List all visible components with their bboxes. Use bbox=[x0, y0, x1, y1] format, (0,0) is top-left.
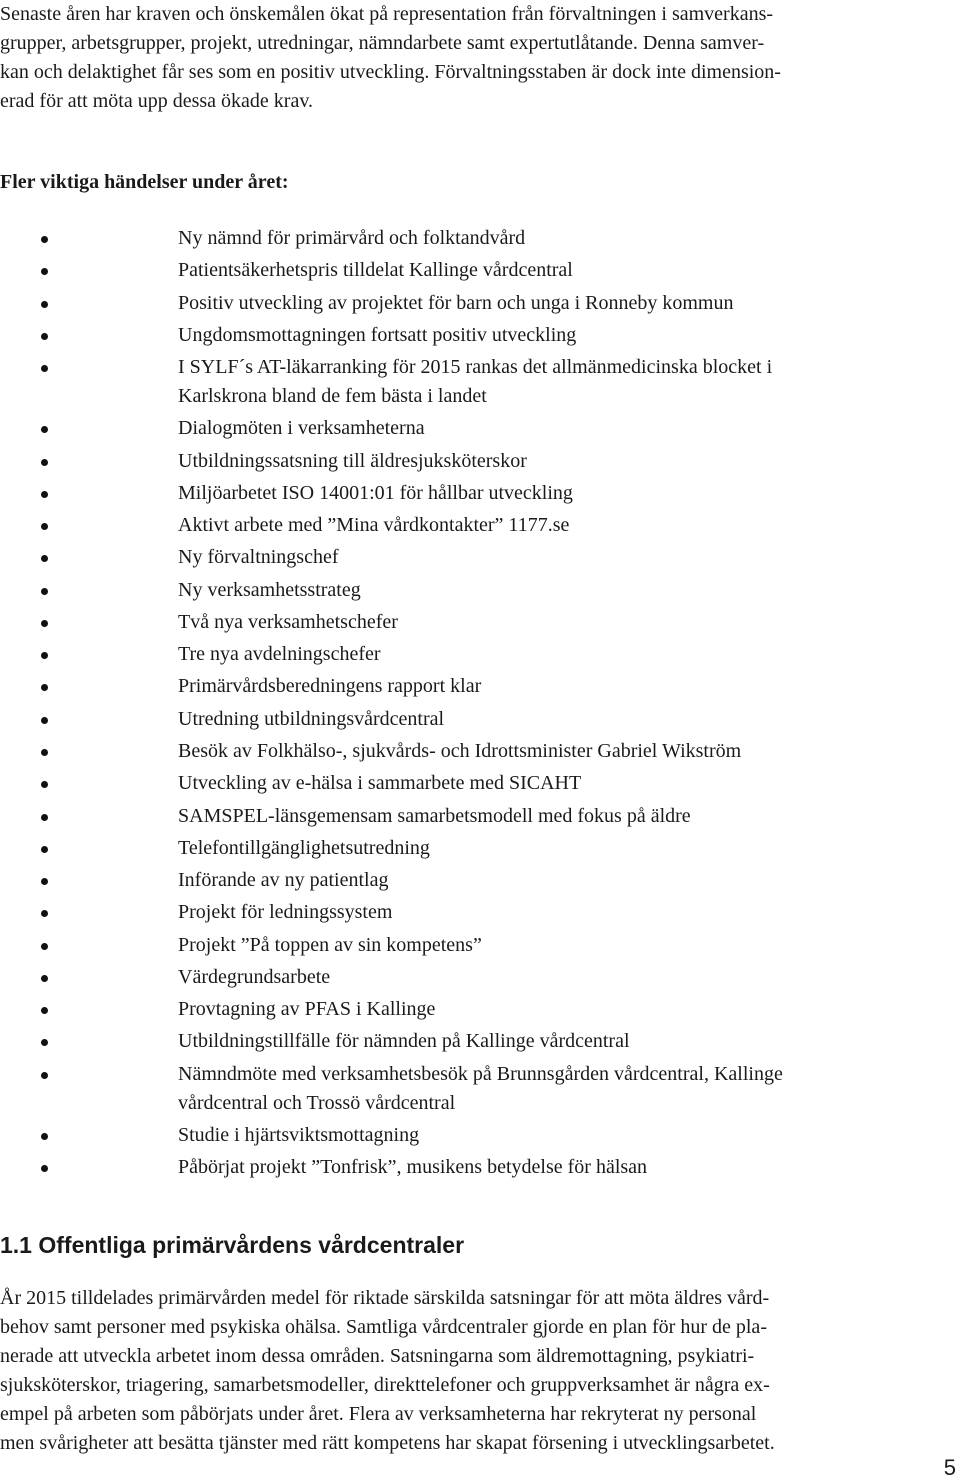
list-item-line: Utveckling av e-hälsa i sammarbete med SICAHT bbox=[178, 772, 582, 795]
list-item-text bbox=[178, 511, 960, 540]
list-item bbox=[0, 802, 960, 831]
bullet-icon bbox=[41, 943, 48, 950]
bullet-icon bbox=[41, 1072, 48, 1079]
list-item-text bbox=[178, 995, 960, 1024]
list-item bbox=[0, 640, 960, 669]
bullet-icon bbox=[41, 684, 48, 691]
list-item-text bbox=[178, 479, 960, 508]
list-item-line: Studie i hjärtsviktsmottagning bbox=[178, 1123, 420, 1146]
list-item-line: Nämndmöte med verksamhetsbesök på Brunnsgården vårdcentral, Kallinge bbox=[178, 1062, 783, 1085]
list-item bbox=[0, 1060, 960, 1118]
bullet-icon bbox=[41, 523, 48, 530]
body-line: nerade att utveckla arbetet inom dessa områden. Satsningarna som äldremottagning, psykiatri- bbox=[0, 1345, 755, 1367]
list-item-line: Projekt för ledningssystem bbox=[178, 901, 393, 924]
list-item-line: Ny nämnd för primärvård och folktandvård bbox=[178, 227, 526, 249]
list-item-line: I SYLF´s AT-läkarranking för 2015 rankas det allmänmedicinska blocket i bbox=[178, 356, 773, 379]
list-item-line: Påbörjat projekt ”Tonfrisk”, musikens betydelse för hälsan bbox=[178, 1156, 648, 1179]
events-heading: Fler viktiga händelser under året: bbox=[0, 171, 289, 193]
list-item-text bbox=[178, 1121, 960, 1150]
list-item bbox=[0, 834, 960, 863]
intro-paragraph bbox=[0, 0, 960, 116]
list-item-line: Karlskrona bland de fem bästa i landet bbox=[178, 385, 487, 408]
list-item bbox=[0, 1153, 960, 1182]
list-item bbox=[0, 479, 960, 508]
list-item-line: Utredning utbildningsvårdcentral bbox=[178, 707, 445, 730]
list-item-text bbox=[178, 256, 960, 285]
list-item-text bbox=[178, 224, 960, 253]
intro-line: grupper, arbetsgrupper, projekt, utredningar, nämndarbete samt expertutlåtande. Denna samver- bbox=[0, 32, 765, 54]
list-item-line: Värdegrundsarbete bbox=[178, 965, 331, 988]
list-item-line: Utbildningstillfälle för nämnden på Kallinge vårdcentral bbox=[178, 1030, 630, 1053]
intro-line: kan och delaktighet får ses som en positiv utveckling. Förvaltningsstaben är dock inte dimension- bbox=[0, 61, 781, 83]
intro-line: Senaste åren har kraven och önskemålen ökat på representation från förvaltningen i samverkans- bbox=[0, 3, 774, 25]
list-item bbox=[0, 256, 960, 285]
list-item bbox=[0, 289, 960, 318]
list-item-text bbox=[178, 769, 960, 798]
page-number: 5 bbox=[943, 1455, 956, 1480]
section-heading: 1.1 Offentliga primärvårdens vårdcentraler bbox=[0, 1232, 465, 1258]
bullet-icon bbox=[41, 910, 48, 917]
list-item-line: Utbildningssatsning till äldresjuksköterskor bbox=[178, 449, 527, 472]
list-item-line: Ungdomsmottagningen fortsatt positiv utveckling bbox=[178, 323, 577, 346]
bullet-icon bbox=[41, 555, 48, 562]
list-item-text bbox=[178, 321, 960, 350]
intro-line: erad för att möta upp dessa ökade krav. bbox=[0, 90, 314, 112]
list-item-line: Två nya verksamhetschefer bbox=[178, 610, 398, 633]
list-item bbox=[0, 931, 960, 960]
list-item bbox=[0, 672, 960, 701]
list-item-text bbox=[178, 834, 960, 863]
bullet-icon bbox=[41, 781, 48, 788]
bullet-icon bbox=[41, 975, 48, 982]
body-line: sjuksköterskor, triagering, samarbetsmodeller, direkttelefoner och gruppverksamhet är några ex- bbox=[0, 1374, 770, 1396]
list-item-text bbox=[178, 1027, 960, 1056]
list-item-text bbox=[178, 543, 960, 572]
bullet-icon bbox=[41, 588, 48, 595]
body-line: År 2015 tilldelades primärvården medel för riktade särskilda satsningar för att möta äldres vård- bbox=[0, 1287, 770, 1309]
list-item bbox=[0, 353, 960, 411]
list-item bbox=[0, 769, 960, 798]
list-item-line: Aktivt arbete med ”Mina vårdkontakter” 1177.se bbox=[178, 514, 570, 537]
list-item-text bbox=[178, 705, 960, 734]
body-line: empel på arbeten som påbörjats under året. Flera av verksamheterna har rekryterat ny personal bbox=[0, 1403, 757, 1425]
bullet-icon bbox=[41, 878, 48, 885]
list-item-text bbox=[178, 1060, 960, 1118]
list-item bbox=[0, 1027, 960, 1056]
list-item-text bbox=[178, 866, 960, 895]
list-item-line: Besök av Folkhälso-, sjukvårds- och Idrottsminister Gabriel Wikström bbox=[178, 739, 742, 762]
list-item-text bbox=[178, 640, 960, 669]
list-item bbox=[0, 737, 960, 766]
body-paragraph bbox=[0, 1284, 960, 1458]
bullet-icon bbox=[41, 717, 48, 724]
list-item-text bbox=[178, 802, 960, 831]
list-item-line: Ny förvaltningschef bbox=[178, 546, 339, 569]
list-item bbox=[0, 224, 960, 253]
list-item-text bbox=[178, 898, 960, 927]
bullet-icon bbox=[41, 846, 48, 853]
list-item-line: Telefontillgänglighetsutredning bbox=[178, 836, 430, 859]
bullet-icon bbox=[41, 301, 48, 308]
bullet-icon bbox=[41, 236, 48, 243]
list-item-text bbox=[178, 737, 960, 766]
list-item bbox=[0, 576, 960, 605]
list-item-line: Positiv utveckling av projektet för barn och unga i Ronneby kommun bbox=[178, 291, 734, 314]
list-item bbox=[0, 447, 960, 476]
list-item-line: Miljöarbetet ISO 14001:01 för hållbar utveckling bbox=[178, 481, 573, 504]
list-item-text bbox=[178, 931, 960, 960]
list-item bbox=[0, 543, 960, 572]
bullet-icon bbox=[41, 1165, 48, 1172]
list-item-text bbox=[178, 672, 960, 701]
list-item bbox=[0, 414, 960, 443]
list-item-text bbox=[178, 963, 960, 992]
bullet-icon bbox=[41, 459, 48, 466]
bullet-icon bbox=[41, 365, 48, 372]
list-item-line: Projekt ”På toppen av sin kompetens” bbox=[178, 933, 482, 956]
list-item bbox=[0, 511, 960, 540]
list-item bbox=[0, 705, 960, 734]
bullet-icon bbox=[41, 1133, 48, 1140]
list-item bbox=[0, 898, 960, 927]
bullet-icon bbox=[41, 652, 48, 659]
list-item-line: vårdcentral och Trossö vårdcentral bbox=[178, 1091, 456, 1114]
bullet-icon bbox=[41, 1007, 48, 1014]
body-line: men svårigheter att besätta tjänster med rätt kompetens har skapat försening i utvecklingsarbetet. bbox=[0, 1432, 775, 1454]
events-list bbox=[0, 224, 960, 1185]
list-item bbox=[0, 963, 960, 992]
list-item-line: Dialogmöten i verksamheterna bbox=[178, 417, 425, 440]
body-line: behov samt personer med psykiska ohälsa. Samtliga vårdcentraler gjorde en plan för hur de pla- bbox=[0, 1316, 767, 1338]
bullet-icon bbox=[41, 1039, 48, 1046]
list-item-text bbox=[178, 289, 960, 318]
list-item bbox=[0, 995, 960, 1024]
bullet-icon bbox=[41, 814, 48, 821]
list-item bbox=[0, 608, 960, 637]
bullet-icon bbox=[41, 491, 48, 498]
list-item-line: Ny verksamhetsstrateg bbox=[178, 578, 361, 601]
list-item-text bbox=[178, 608, 960, 637]
list-item bbox=[0, 321, 960, 350]
list-item-text bbox=[178, 414, 960, 443]
bullet-icon bbox=[41, 749, 48, 756]
list-item-text bbox=[178, 1153, 960, 1182]
list-item-line: Patientsäkerhetspris tilldelat Kallinge vårdcentral bbox=[178, 259, 573, 282]
list-item-line: Tre nya avdelningschefer bbox=[178, 643, 381, 666]
list-item-line: Provtagning av PFAS i Kallinge bbox=[178, 998, 436, 1021]
list-item-text bbox=[178, 576, 960, 605]
bullet-icon bbox=[41, 620, 48, 627]
list-item-text bbox=[178, 353, 960, 411]
list-item-line: Primärvårdsberedningens rapport klar bbox=[178, 675, 482, 698]
bullet-icon bbox=[41, 426, 48, 433]
bullet-icon bbox=[41, 268, 48, 275]
list-item-text bbox=[178, 447, 960, 476]
list-item-line: SAMSPEL-länsgemensam samarbetsmodell med fokus på äldre bbox=[178, 804, 691, 827]
list-item bbox=[0, 1121, 960, 1150]
list-item bbox=[0, 866, 960, 895]
bullet-icon bbox=[41, 333, 48, 340]
list-item-line: Införande av ny patientlag bbox=[178, 869, 389, 892]
